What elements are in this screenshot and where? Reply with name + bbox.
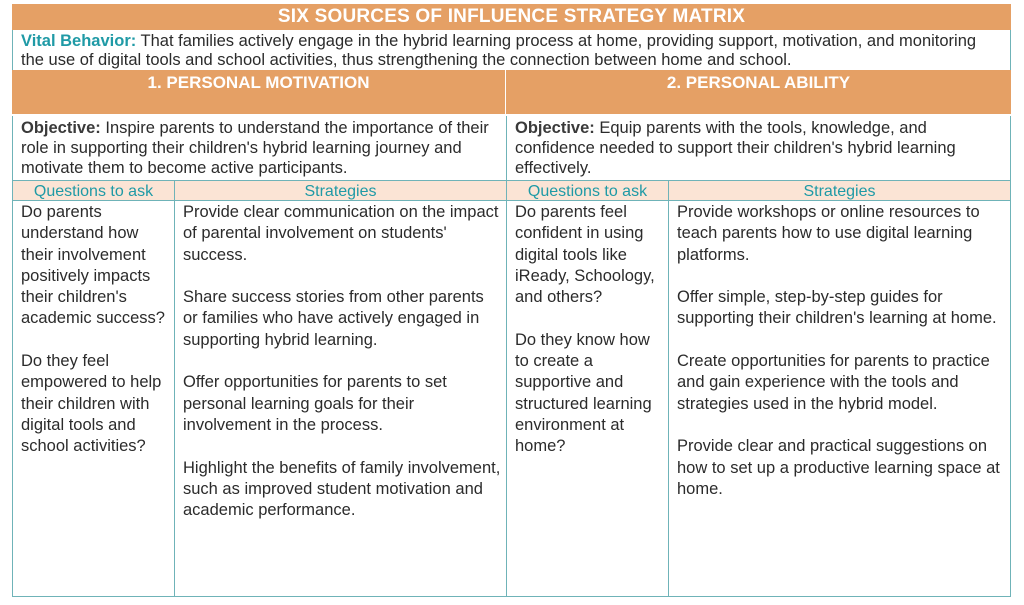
strategies-column-personal-motivation [174, 201, 506, 597]
strategies-header: Strategies [668, 180, 1011, 201]
objective-label: Objective: [515, 119, 595, 137]
question-item: Do they feel empowered to help their children with digital tools and school activities? [21, 352, 162, 456]
strategy-item: Share success stories from other parents or families who have actively engaged in supporting hybrid learning. [183, 288, 484, 349]
objective-personal-motivation [12, 116, 506, 180]
objective-label: Objective: [21, 119, 101, 137]
objective-text: Equip parents with the tools, knowledge, and confidence needed to support their children's hybrid learning effectively. [515, 119, 956, 177]
section-heading-personal-motivation: 1. PERSONAL MOTIVATION [12, 70, 505, 114]
vital-behavior [12, 30, 1011, 70]
objective-text: Inspire parents to understand the importance of their role in supporting their children's hybrid learning journey and motivate them to become active participants. [21, 119, 489, 177]
strategy-item: Create opportunities for parents to practice and gain experience with the tools and strategies used in the hybrid model. [677, 352, 990, 413]
strategy-item: Provide workshops or online resources to teach parents how to use digital learning platforms. [677, 203, 980, 264]
vital-behavior-label: Vital Behavior: [21, 32, 137, 50]
section-heading-personal-ability: 2. PERSONAL ABILITY [506, 70, 1011, 114]
vital-behavior-text: That families actively engage in the hybrid learning process at home, providing support, motivation, and monitoring the use of digital tools and school activities, thus strengthening the connection between home and school. [21, 32, 977, 69]
question-item: Do parents feel confident in using digital tools like iReady, Schoology, and others? [515, 203, 655, 307]
strategy-item: Provide clear communication on the impact of parental involvement on students' success. [183, 203, 499, 264]
strategy-item: Highlight the benefits of family involvement, such as improved student motivation and academic performance. [183, 458, 501, 520]
matrix-title: SIX SOURCES OF INFLUENCE STRATEGY MATRIX [12, 4, 1011, 30]
strategy-item: Offer simple, step-by-step guides for supporting their children's learning at home. [677, 288, 997, 328]
objective-personal-ability [506, 116, 1011, 180]
strategy-item: Provide clear and practical suggestions on how to set up a productive learning space at home. [677, 437, 1000, 498]
strategies-column-personal-ability [668, 201, 1011, 597]
questions-column-personal-ability [506, 201, 668, 597]
questions-header: Questions to ask [12, 180, 174, 201]
questions-column-personal-motivation [12, 201, 174, 597]
question-item: Do parents understand how their involvement positively impacts their children's academic success? [21, 203, 165, 328]
strategy-item: Offer opportunities for parents to set personal learning goals for their involvement in the process. [183, 373, 447, 434]
strategies-header: Strategies [174, 180, 506, 201]
questions-header: Questions to ask [506, 180, 668, 201]
question-item: Do they know how to create a supportive and structured learning environment at home? [515, 330, 652, 456]
